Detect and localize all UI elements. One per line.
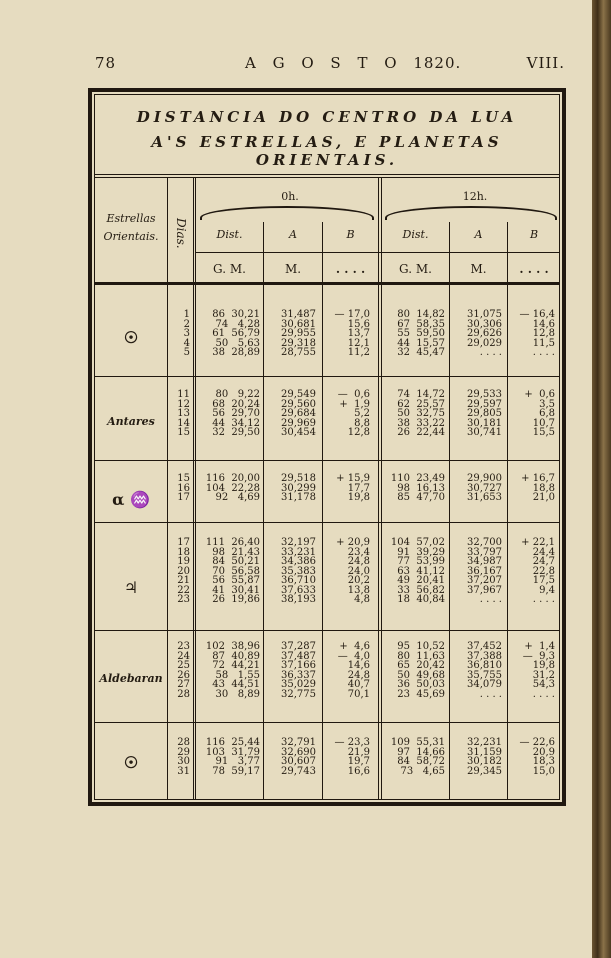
dist-12h-cell: 80 14,82 67 58,35 55 59,50 44 15,57 32 45,47 — [397, 309, 445, 358]
unit-dots-0: . . . . — [335, 262, 366, 276]
star-label: ♃ — [123, 578, 139, 597]
b-12h-cell: + 22,1 24,4 24,7 22,8 17,5 9,4 . . . . — [521, 537, 555, 605]
a-12h-cell: 32,231 31,159 30,182 29,345 — [467, 737, 502, 777]
a-12h-cell: 32,700 33,797 34,987 36,167 37,207 37,967 . . . . — [467, 537, 502, 605]
b-12h-cell: — 16,4 14,6 12,8 11,5 . . . . — [519, 309, 555, 358]
b-0h-cell: — 23,3 21,9 19,7 16,6 — [334, 737, 370, 777]
dist-12h-cell: 109 55,31 97 14,66 84 58,72 73 4,65 — [390, 737, 445, 777]
b-12h-cell: + 0,6 3,5 6,8 10,7 15,5 — [524, 389, 555, 438]
rule — [94, 177, 560, 178]
b-12h-cell: + 1,4 — 9,3 19,8 31,2 54,3 . . . . — [522, 641, 555, 700]
day-cell: 28 29 30 31 — [177, 737, 190, 777]
group-separator — [94, 630, 560, 631]
col-header-b-12: B — [529, 228, 539, 241]
a-0h-cell: 29,518 30,299 31,178 — [281, 473, 316, 503]
col-divider — [449, 222, 450, 800]
table-title-line1: DISTANCIA DO CENTRO DA LUA — [136, 108, 518, 126]
a-12h-cell: 29,900 30,727 31,653 — [467, 473, 502, 503]
star-label: ☉ — [123, 328, 139, 347]
unit-gm-12: G. M. — [399, 262, 432, 276]
a-12h-cell: 29,533 29,597 29,805 30,181 30,741 — [467, 389, 502, 438]
col-header-dist-0: Dist. — [216, 228, 243, 241]
b-12h-cell: — 22,6 20,9 18,3 15,0 — [519, 737, 555, 777]
table-title-line2: A'S ESTRELLAS, E PLANETAS ORIENTAIS. — [151, 133, 503, 169]
page-number: 78 — [95, 54, 117, 72]
col-divider — [193, 178, 194, 800]
col-header-b-0: B — [346, 228, 355, 241]
a-0h-cell: 32,791 32,690 30,607 29,743 — [281, 737, 316, 777]
col-divider — [378, 178, 379, 800]
b-0h-cell: + 4,6 — 4,0 14,6 24,8 40,7 70,1 — [337, 641, 370, 700]
day-cell: 15 16 17 — [177, 473, 190, 503]
col-divider — [322, 222, 323, 800]
col-header-star: Estrellas Orientais. — [103, 212, 159, 243]
unit-m-12: M. — [470, 262, 487, 276]
dist-0h-cell: 86 30,21 74 4,28 61 56,79 50 5,63 38 28,89 — [212, 309, 260, 358]
page-header — [95, 54, 565, 74]
a-0h-cell: 37,287 37,487 37,166 36,337 35,029 32,775 — [281, 641, 316, 700]
b-0h-cell: + 15,9 17,7 19,8 — [336, 473, 370, 503]
dist-0h-cell: 80 9,22 68 20,24 56 29,70 44 34,12 32 29,50 — [212, 389, 260, 438]
col-divider — [167, 178, 168, 800]
col-divider — [507, 222, 508, 800]
col-header-12h: 12h. — [462, 190, 488, 203]
a-0h-cell: 31,487 30,681 29,955 29,318 28,755 — [281, 309, 316, 358]
group-separator — [94, 376, 560, 377]
dist-0h-cell: 102 38,96 87 40,89 72 44,21 58 1,55 43 44,51 30 8,89 — [205, 641, 260, 700]
b-0h-cell: — 0,6 + 1,9 5,2 8,8 12,8 — [337, 389, 370, 438]
a-12h-cell: 37,452 37,388 36,810 35,755 34,079 . . . . — [467, 641, 502, 700]
day-cell: 23 24 25 26 27 28 — [177, 641, 190, 700]
unit-gm-0: G. M. — [213, 262, 246, 276]
dist-12h-cell: 104 57,02 91 39,29 77 53,99 63 41,12 49 20,41 33 56,82 18 40,84 — [390, 537, 445, 605]
a-12h-cell: 31,075 30,306 29,626 29,029 . . . . — [467, 309, 502, 358]
star-label: ☉ — [123, 753, 139, 772]
a-0h-cell: 29,549 29,560 29,684 29,969 30,454 — [281, 389, 316, 438]
a-0h-cell: 32,197 33,231 34,386 35,383 36,710 37,633 38,193 — [281, 537, 316, 605]
section-number: VIII. — [526, 54, 565, 72]
month-title: A G O S T O 1820. — [245, 54, 462, 72]
b-0h-cell: + 20,9 23,4 24,8 24,0 20,2 13,8 4,8 — [336, 537, 370, 605]
col-header-0h: 0h. — [281, 190, 299, 203]
unit-dots-12: . . . . — [519, 262, 549, 276]
star-label: α ♒ — [112, 490, 150, 509]
day-cell: 17 18 19 20 21 22 23 — [177, 537, 190, 605]
star-label: Aldebaran — [99, 672, 163, 685]
rule — [94, 282, 560, 285]
rule — [94, 174, 560, 175]
group-separator — [94, 460, 560, 461]
col-header-dist-12: Dist. — [402, 228, 429, 241]
unit-m-0: M. — [284, 262, 302, 276]
dist-0h-cell: 116 20,00 104 22,28 92 4,69 — [205, 473, 260, 503]
col-header-a-0: A — [289, 228, 297, 241]
book-edge — [592, 0, 611, 958]
dist-12h-cell: 95 10,52 80 11,63 65 20,42 50 49,68 36 50,03 23 45,69 — [397, 641, 445, 700]
dist-0h-cell: 116 25,44 103 31,79 91 3,77 78 59,17 — [205, 737, 260, 777]
col-divider — [263, 222, 264, 800]
b-0h-cell: — 17,0 15,6 13,7 12,1 11,2 — [334, 309, 370, 358]
group-separator — [94, 522, 560, 523]
star-label: Antares — [107, 415, 155, 428]
dist-12h-cell: 74 14,72 62 25,57 50 32,75 38 33,22 26 22,44 — [397, 389, 445, 438]
col-header-a-12: A — [474, 228, 483, 241]
dist-12h-cell: 110 23,49 98 16,13 85 47,70 — [390, 473, 445, 503]
dist-0h-cell: 111 26,40 98 21,43 84 50,21 70 56,58 56 55,87 41 30,41 26 19,86 — [205, 537, 260, 605]
group-separator — [94, 722, 560, 723]
day-cell: 11 12 13 14 15 — [177, 389, 190, 438]
b-12h-cell: + 16,7 18,8 21,0 — [521, 473, 555, 503]
col-header-days: Dias. — [174, 218, 188, 249]
day-cell: 1 2 3 4 5 — [183, 309, 190, 358]
